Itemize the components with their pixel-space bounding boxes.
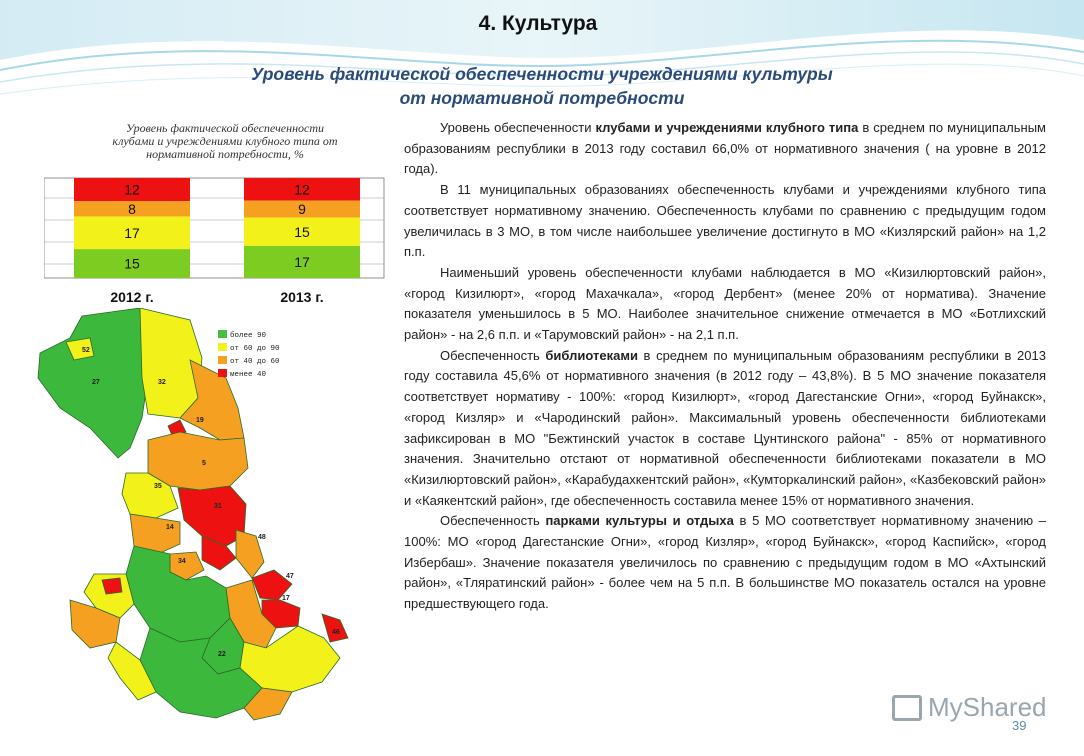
bar-data-label: 12	[294, 181, 310, 198]
bar-data-label: 12	[124, 181, 140, 198]
map-label-31: 31	[214, 503, 222, 510]
map-label-22: 22	[218, 651, 226, 658]
legend-label-2: от 60 до 90	[230, 345, 280, 353]
map-label-17: 17	[282, 595, 290, 602]
paragraph-clubs-rest: в среднем по муниципальным образованиям республики в 2013 году составил 66,0% от нормативного значения ( на уровне в 2012 года).	[404, 120, 1046, 177]
map-label-46: 46	[332, 629, 340, 636]
paragraph-parks-rest: в 5 МО соответствует нормативному значению – 100%: МО «город Дагестанские Огни», «город Кизляр», «город Буйнакск», «город Каспийск», «город Избербаш». Значение показателя увеличилось по сравнению с предыдущим годом в МО «Ахтынский район», «Тляратинский район» - более чем на 5 п.п. В большинстве МО показатель остался на уровне предшествующего года.	[404, 513, 1046, 612]
paragraph-clubs-norm: В 11 муниципальных образованиях обеспеченность клубами и учреждениями клубного типа соответствует нормативному значению. Обеспеченность клубами по сравнению с предыдущим годом увеличилась в 3 МО, в том числе наибольшее увеличение достигнуто в МО «Кизлярский район» на 1,2 п.п.	[404, 182, 1046, 260]
map-label-14: 14	[166, 524, 174, 531]
paragraph-libraries	[404, 346, 1046, 512]
paragraph-clubs-lead: Уровень обеспеченности	[440, 120, 596, 135]
stacked-bar-chart	[44, 176, 390, 310]
map-legend	[218, 330, 280, 379]
paragraph-parks	[404, 511, 1046, 615]
category-label: 2012 г.	[110, 289, 154, 305]
legend-swatch-1	[218, 330, 227, 338]
paragraph-parks-bold: парками культуры и отдыха	[545, 513, 734, 529]
region-map	[30, 308, 360, 728]
paragraph-clubs	[404, 118, 1046, 180]
paragraph-libraries-lead: Обеспеченность	[440, 347, 546, 363]
page-subtitle	[170, 62, 914, 110]
subtitle-line-1: Уровень фактической обеспеченности учреждениями культуры	[251, 64, 833, 84]
map-region-west-red	[102, 578, 122, 594]
paragraph-libraries-bold: библиотеками	[545, 347, 638, 363]
body-text	[404, 118, 1046, 615]
watermark-text: MyShared	[928, 692, 1047, 722]
map-region-5	[148, 432, 248, 490]
paragraph-clubs-bold: клубами и учреждениями клубного типа	[595, 120, 859, 135]
chart-title-line-3: нормативной потребности, %	[146, 147, 304, 161]
map-label-35: 35	[154, 483, 162, 490]
bar-data-label: 8	[128, 200, 136, 217]
legend-swatch-3	[218, 356, 227, 364]
map-label-47: 47	[286, 573, 294, 580]
bar-data-label: 15	[294, 223, 310, 240]
legend-swatch-2	[218, 343, 227, 351]
chart-title-line-1: Уровень фактической обеспеченности	[125, 121, 325, 135]
category-label: 2013 г.	[280, 289, 324, 305]
bar-data-label: 17	[124, 224, 140, 241]
paragraph-parks-lead: Обеспеченность	[440, 513, 546, 529]
map-label-27: 27	[92, 379, 100, 386]
chart-title-line-2: клубами и учреждениями клубного типа от	[112, 134, 338, 148]
subtitle-line-2: от нормативной потребности	[399, 88, 685, 108]
map-region-46	[322, 614, 348, 642]
bar-data-label: 17	[294, 253, 310, 270]
page-number: 39	[1012, 718, 1027, 733]
paragraph-clubs-lowest: Наименьший уровень обеспеченности клубами наблюдается в МО «Кизилюртовский район», «город Кизилюрт», «город Махачкала», «город Дербент» (менее 20% от норматива). Значение показателя уменьшилось в 5 МО. Наиболее значительное снижение отмечается в МО «Ботлихский район» - на 2,6 п.п. и «Тарумовский район» - на 2,1 п.п.	[404, 264, 1046, 343]
cart-icon	[892, 695, 922, 721]
bar-data-label: 9	[298, 201, 306, 218]
map-label-32: 32	[158, 379, 166, 386]
legend-label-4: менее 40	[230, 371, 267, 379]
map-label-19: 19	[196, 417, 204, 424]
legend-swatch-4	[218, 369, 227, 377]
page-title: 4. Культура	[478, 12, 598, 35]
map-label-52: 52	[82, 347, 90, 354]
legend-label-3: от 40 до 60	[230, 358, 280, 366]
map-label-5: 5	[202, 460, 206, 467]
bar-data-label: 15	[124, 255, 140, 272]
paragraph-libraries-rest: в среднем по муниципальным образованиям республики в 2013 году составила 45,6% от нормативного значения (в 2012 году – 43,8%). В 5 МО значение показателя соответствует нормативу - 100%: «город Кизилюрт», «город Дагестанские Огни», «город Буйнакск», «город Кизляр» и «Чародинский район». Максимальный уровень обеспеченности библиотеками зафиксирован в МО "Бежтинский участок в составе Цунтинского района" - 85% от нормативного значения. Значительно отстают от нормативной обеспеченности библиотеками показатели в МО «Кизилюртовский район», «Карабудахкентский район», «Кумторкалинский район», «Казбековский район» и «Каякентский район», где обеспеченность составила менее 15% от нормативного значения.	[404, 347, 1046, 508]
chart-title	[60, 122, 390, 161]
map-label-34: 34	[178, 558, 186, 565]
legend-label-1: более 90	[230, 332, 267, 340]
map-label-48: 48	[258, 534, 266, 541]
